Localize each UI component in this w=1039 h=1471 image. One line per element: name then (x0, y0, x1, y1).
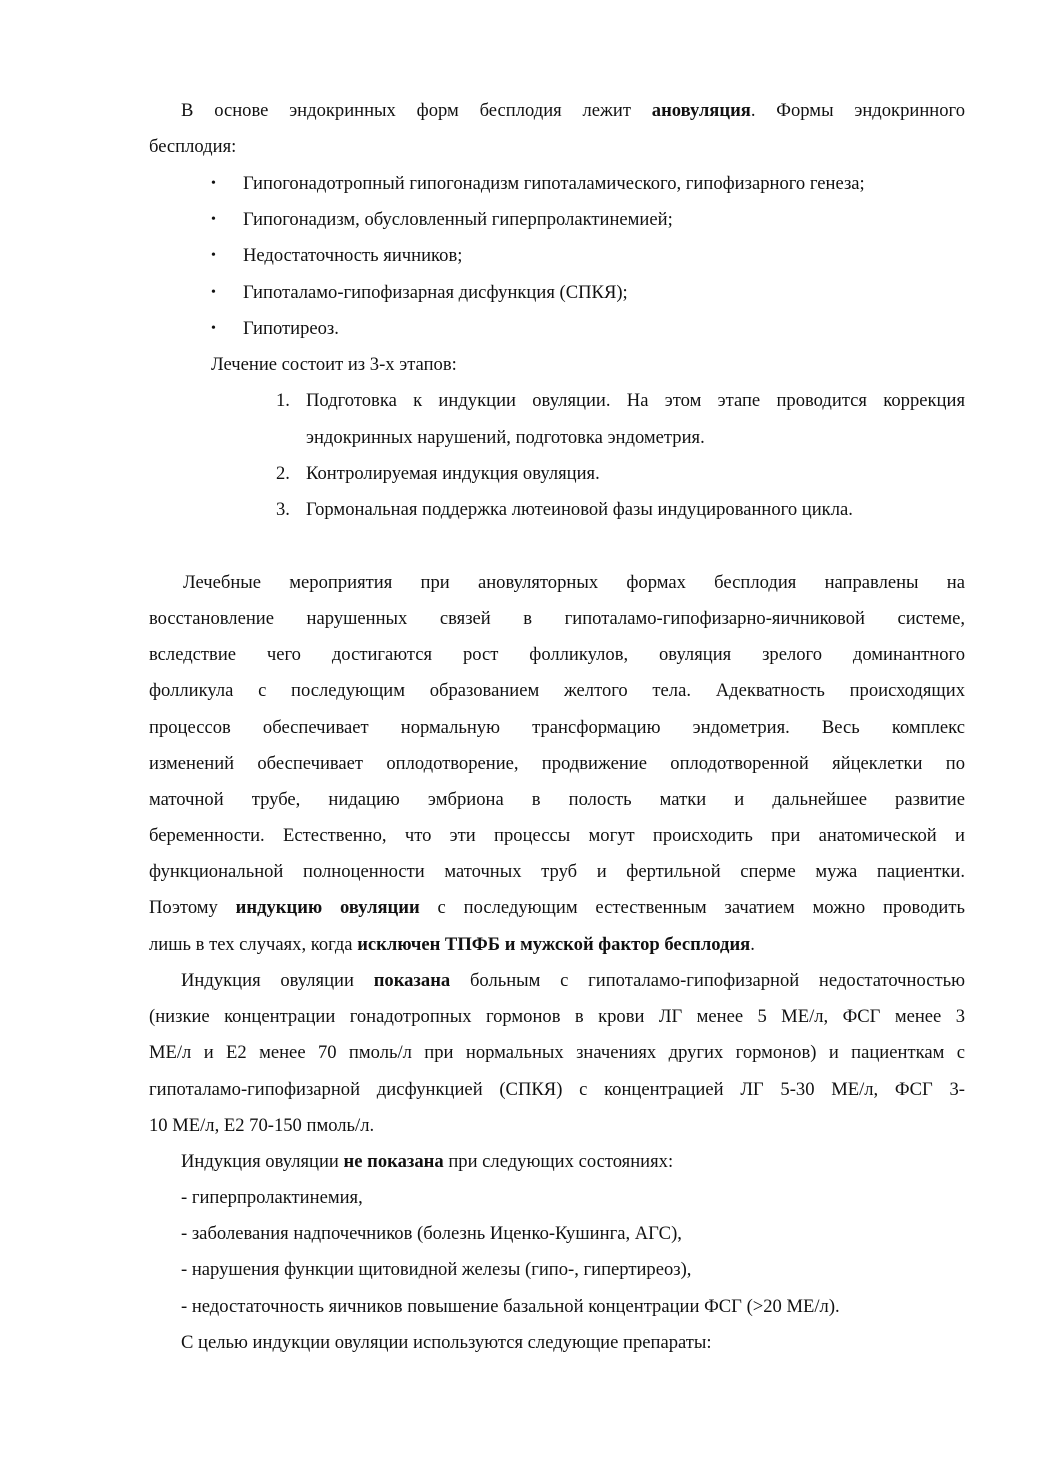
stage-number: 2. (276, 463, 290, 484)
bullet-icon: • (211, 176, 216, 191)
term-excluded-factors: исключен ТПФБ и мужской фактор бесплодия (357, 934, 751, 955)
term-not-indicated: не показана (343, 1151, 444, 1172)
bullet-icon: • (211, 321, 216, 336)
term-indicated: показана (373, 970, 451, 991)
intro-line-2: бесплодия: (149, 136, 237, 157)
bullet-icon: • (211, 285, 216, 300)
closing-line: С целью индукции овуляции используются следующие препараты: (181, 1332, 712, 1353)
stage-number: 1. (276, 390, 290, 411)
bullet-icon: • (211, 248, 216, 263)
term-ovulation-induction: индукцию овуляции (235, 897, 420, 918)
stages-intro: Лечение состоит из 3-х этапов: (211, 354, 457, 375)
list-item: - гиперпролактинемия, (181, 1187, 363, 1208)
bullet-icon: • (211, 212, 216, 227)
list-item: - заболевания надпочечников (болезнь Иценко-Кушинга, АГС), (181, 1223, 682, 1244)
stage-number: 3. (276, 499, 290, 520)
intro-line-1: В основе эндокринных форм бесплодия лежит ановуляция. Формы эндокринного (181, 100, 965, 121)
list-item: - нарушения функции щитовидной железы (гипо-, гипертиреоз), (181, 1259, 692, 1280)
list-item: - недостаточность яичников повышение базальной концентрации ФСГ (>20 МЕ/л). (181, 1296, 840, 1317)
intro-term-anovulation: ановуляция (651, 100, 751, 121)
